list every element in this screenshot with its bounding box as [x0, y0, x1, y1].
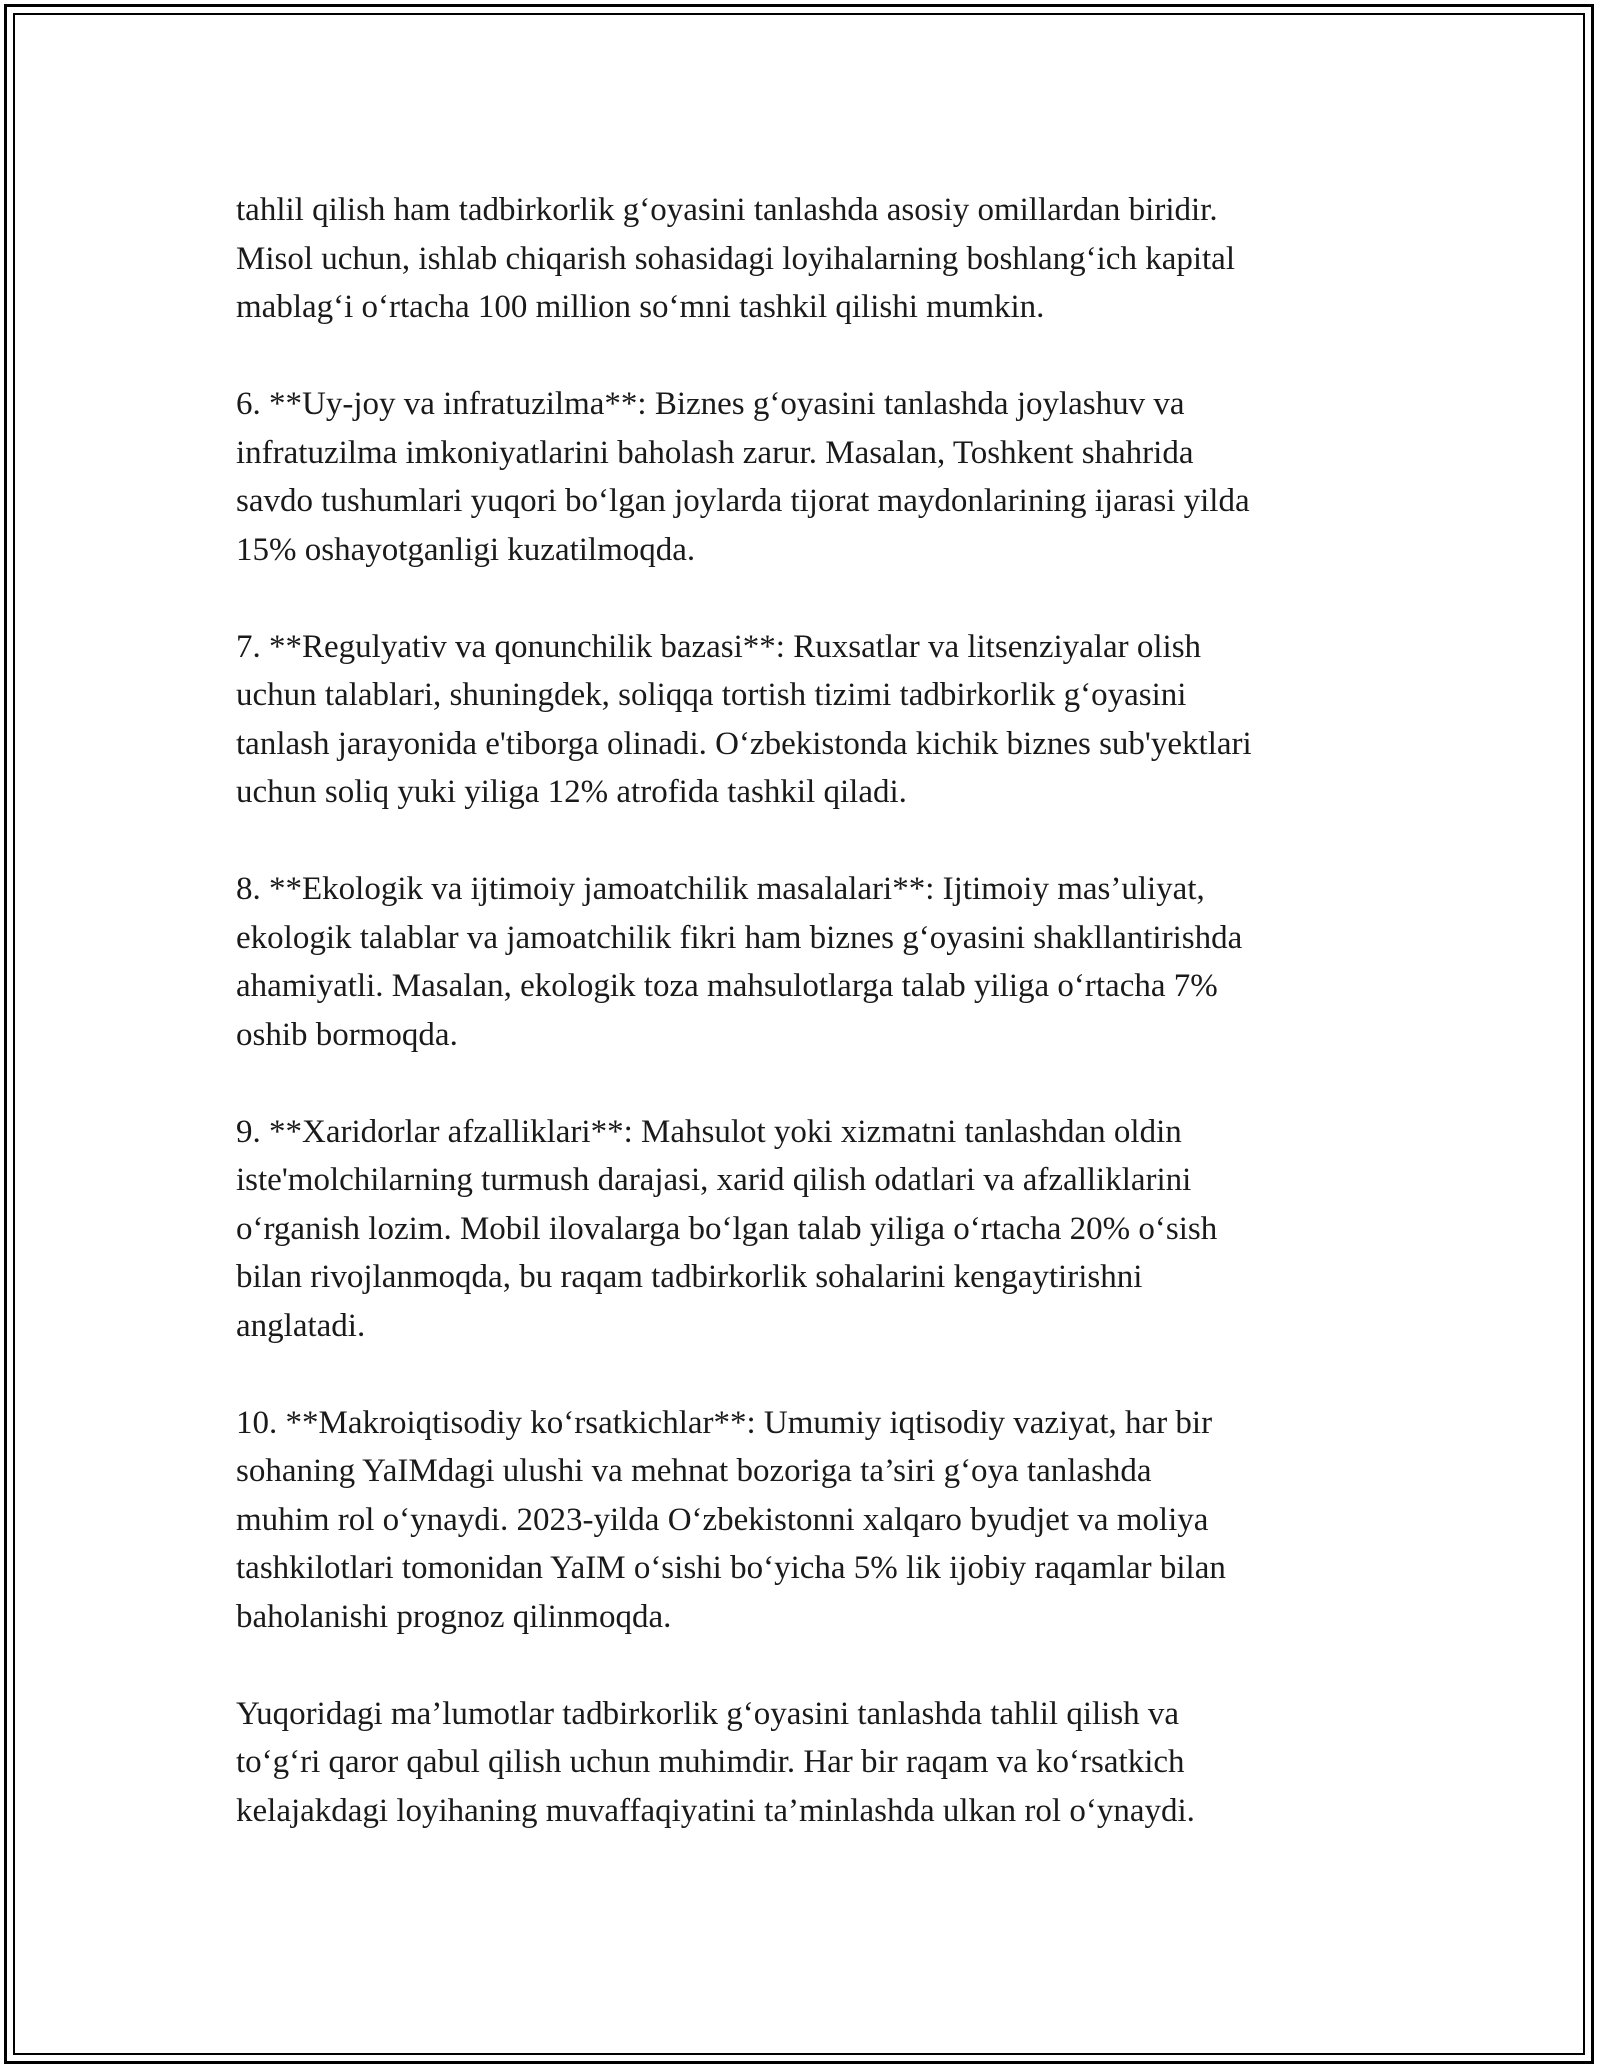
document-body: [236, 186, 1376, 1835]
paragraph-macroeconomic-indicators: 10. **Makroiqtisodiy ko‘rsatkichlar**: Umumiy iqtisodiy vaziyat, har bir sohaning YaIMdagi ulushi va mehnat bozoriga ta’siri g‘oya tanlashda muhim rol o‘ynaydi. 2023-yilda O‘zbekistonni xalqaro byudjet va moliya tashkilotlari tomonidan YaIM o‘sishi bo‘yicha 5% lik ijobiy raqamlar bilan baholanishi prognoz qilinmoqda.: [236, 1404, 1226, 1635]
paragraph-capital-requirements: tahlil qilish ham tadbirkorlik g‘oyasini tanlashda asosiy omillardan biridir. Misol uchun, ishlab chiqarish sohasidagi loyihalarning boshlang‘ich kapital mablag‘i o‘rtacha 100 million so‘mni tashkil qilishi mumkin.: [236, 192, 1235, 325]
paragraph-regulatory-legal-base: 7. **Regulyativ va qonunchilik bazasi**: Ruxsatlar va litsenziyalar olish uchun talablari, shuningdek, soliqqa tortish tizimi tadbirkorlik g‘oyasini tanlash jarayonida e'tiborga olinadi. O‘zbekistonda kichik biznes sub'yektlari uchun soliq yuki yiliga 12% atrofida tashkil qiladi.: [236, 628, 1252, 810]
paragraph-customer-preferences: 9. **Xaridorlar afzalliklari**: Mahsulot yoki xizmatni tanlashdan oldin iste'molchilarning turmush darajasi, xarid qilish odatlari va afzalliklarini o‘rganish lozim. Mobil ilovalarga bo‘lgan talab yiliga o‘rtacha 20% o‘sish bilan rivojlanmoqda, bu raqam tadbirkorlik sohalarini kengaytirishni anglatadi.: [236, 1113, 1218, 1344]
paragraph-housing-infrastructure: 6. **Uy-joy va infratuzilma**: Biznes g‘oyasini tanlashda joylashuv va infratuzilma imkoniyatlarini baholash zarur. Masalan, Toshkent shahrida savdo tushumlari yuqori bo‘lgan joylarda tijorat maydonlarining ijarasi yilda 15% oshayotganligi kuzatilmoqda.: [236, 386, 1250, 568]
paragraph-conclusion: Yuqoridagi ma’lumotlar tadbirkorlik g‘oyasini tanlashda tahlil qilish va to‘g‘ri qaror qabul qilish uchun muhimdir. Har bir raqam va ko‘rsatkich kelajakdagi loyihaning muvaffaqiyatini ta’minlashda ulkan rol o‘ynaydi.: [236, 1695, 1195, 1829]
paragraph-ecological-social-issues: 8. **Ekologik va ijtimoiy jamoatchilik masalalari**: Ijtimoiy mas’uliyat, ekologik talablar va jamoatchilik fikri ham biznes g‘oyasini shakllantirishda ahamiyatli. Masalan, ekologik toza mahsulotlarga talab yiliga o‘rtacha 7% oshib bormoqda.: [236, 871, 1243, 1053]
